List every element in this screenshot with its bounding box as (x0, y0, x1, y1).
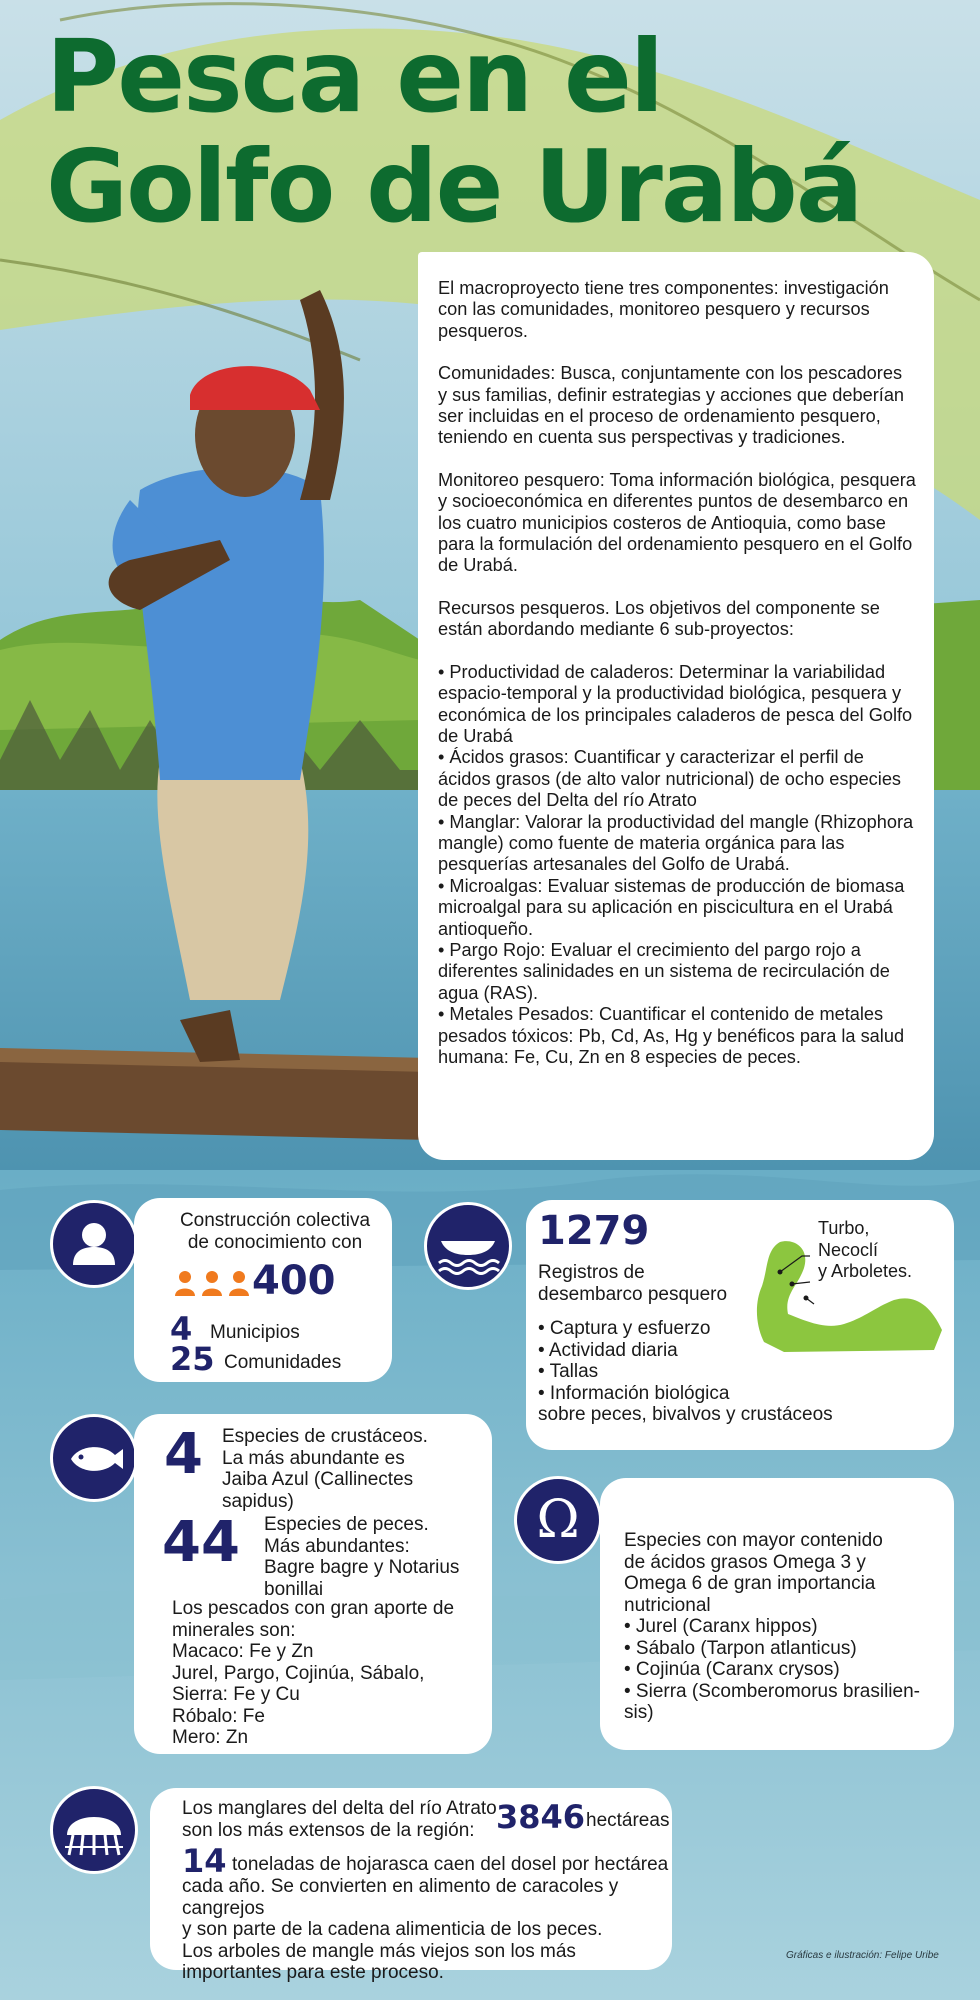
omega-line: sis) (624, 1702, 654, 1723)
omega-line: • Sábalo (Tarpon atlanticus) (624, 1637, 857, 1659)
tons-line-5: importantes para este proceso. (182, 1962, 444, 1983)
municipios-label: Municipios (210, 1322, 300, 1343)
tons-line-3: y son parte de la cadena alimenticia de los peces. (182, 1919, 603, 1940)
landings-item: sobre peces, bivalvos y crustáceos (538, 1404, 833, 1425)
person-figures-icon (174, 1270, 254, 1298)
hectares-count: 3846 (496, 1798, 586, 1836)
landings-item: • Información biológica (538, 1382, 730, 1404)
mangrove-intro-1: Los manglares del delta del río Atrato (182, 1798, 497, 1819)
comunidades-label: Comunidades (224, 1352, 342, 1373)
omega-line: Omega 6 de gran importancia (624, 1573, 876, 1594)
subproject-item: • Productividad de caladeros: Determinar la variabilidad espacio-temporal y la productividad biológica, pesquera y económica de los principales caladeros de pesca del Golfo de Urabá (438, 661, 913, 746)
subproject-item: • Metales Pesados: Cuantificar el contenido de metales pesados tóxicos: Pb, Cd, As, Hg y benéficos para la salud humana: Fe, Cu, Zn en 8 especies de peces. (438, 1004, 905, 1067)
page-title (46, 18, 946, 245)
landings-label-2: desembarco pesquero (538, 1283, 728, 1305)
minerals-line: Mero: Zn (172, 1727, 249, 1748)
species-card (134, 1414, 492, 1754)
title-line-2: Golfo de Urabá (46, 128, 862, 245)
place-necocli: Necoclí (818, 1239, 879, 1260)
crustacean-text: La más abundante es (222, 1447, 405, 1469)
comunidades-count: 25 (170, 1340, 215, 1378)
mangrove-intro-2: son los más extensos de la región: (182, 1819, 475, 1841)
tons-line-4: Los arboles de mangle más viejos son los más (182, 1940, 576, 1962)
fish-text: Más abundantes: (264, 1535, 410, 1557)
crustacean-count: 4 (164, 1422, 203, 1487)
mangrove-icon (50, 1786, 138, 1874)
title-line-1: Pesca en el (46, 18, 663, 135)
municipios-count: 4 (170, 1310, 193, 1348)
omega-icon (514, 1476, 602, 1564)
crustacean-text: Especies de crustáceos. (222, 1426, 428, 1447)
omega-card (600, 1478, 954, 1750)
subproject-item: • Microalgas: Evaluar sistemas de producción de biomasa microalgal para su aplicación en piscicultura en el Urabá antioqueño. (438, 875, 905, 939)
omega-line: • Jurel (Caranx hippos) (624, 1616, 818, 1637)
landings-label-1: Registros de (538, 1262, 645, 1283)
omega-line: nutricional (624, 1594, 711, 1616)
fish-text: bonillai (264, 1578, 324, 1600)
subproject-item: • Pargo Rojo: Evaluar el crecimiento del pargo rojo a diferentes salinidades en un sistema de recirculación de agua (RAS). (438, 939, 890, 1003)
landings-item: • Actividad diaria (538, 1339, 678, 1361)
community-heading-2: de conocimiento con (187, 1231, 363, 1253)
place-arboletes: y Arboletes. (818, 1261, 913, 1281)
crustacean-text: Jaiba Azul (Callinectes (222, 1469, 414, 1490)
illustration-credit: Gráficas e ilustración: Felipe Uribe (786, 1950, 939, 1961)
minerals-line: Macaco: Fe y Zn (172, 1641, 314, 1662)
hectares-label: hectáreas (586, 1810, 670, 1831)
people-icon (50, 1200, 138, 1288)
omega-line: Especies con mayor contenido (624, 1530, 883, 1551)
fish-count: 44 (162, 1510, 240, 1575)
monitoring-paragraph: Monitoreo pesquero: Toma información biológica, pesquera y socioeconómica en diferentes puntos de desembarco en los cuatro municipios costeros de Antioquia, como base para la formulación del ordenamiento pesquero en el Golfo de Urabá. (438, 469, 916, 576)
crustacean-text: sapidus) (222, 1490, 294, 1512)
fish-text: Especies de peces. (264, 1514, 429, 1535)
community-heading-1: Construcción colectiva (179, 1210, 371, 1231)
tons-line-2: cada año. Se convierten en alimento de caracoles y cangrejos (182, 1876, 619, 1919)
minerals-line: Sierra: Fe y Cu (172, 1684, 300, 1705)
resources-paragraph: Recursos pesqueros. Los objetivos del componente se están abordando mediante 6 sub-proyectos: (438, 597, 880, 640)
omega-line: de ácidos grasos Omega 3 y (624, 1551, 866, 1573)
minerals-line: Jurel, Pargo, Cojinúa, Sábalo, (172, 1662, 425, 1684)
intro-paragraph: El macroproyecto tiene tres componentes: investigación con las comunidades, monitoreo pesquero y recursos pesqueros. (438, 278, 889, 341)
fish-icon (50, 1414, 138, 1502)
minerals-line: Los pescados con gran aporte de (172, 1598, 455, 1619)
landings-count: 1279 (538, 1208, 650, 1254)
boat-icon (424, 1202, 512, 1290)
minerals-line: Róbalo: Fe (172, 1705, 265, 1727)
mangrove-card (150, 1788, 672, 1983)
omega-line: • Cojinúa (Caranx crysos) (624, 1659, 840, 1680)
omega-symbol: Ω (536, 1490, 580, 1550)
omega-line: • Sierra (Scomberomorus brasilien- (624, 1680, 920, 1702)
subproject-list (438, 662, 916, 1069)
landings-card (526, 1200, 954, 1450)
participants-count: 400 (252, 1258, 336, 1304)
landings-item: • Tallas (538, 1361, 599, 1382)
place-turbo: Turbo, (818, 1218, 870, 1238)
tons-line-1: toneladas de hojarasca caen del dosel por hectárea (232, 1854, 669, 1875)
tons-count: 14 (182, 1842, 227, 1880)
landings-item: • Captura y esfuerzo (538, 1318, 711, 1339)
subproject-item: • Ácidos grasos: Cuantificar y caracterizar el perfil de ácidos grasos (de alto valor nutricional) de ocho especies de peces del Delta del río Atrato (438, 747, 902, 811)
communities-paragraph: Comunidades: Busca, conjuntamente con los pescadores y sus familias, definir estrategias y acciones que deberían ser incluidas en el proceso de ordenamiento pesquero, teniendo en cuenta sus perspectivas y tradiciones. (438, 363, 905, 448)
minerals-line: minerales son: (172, 1619, 296, 1641)
community-card (134, 1198, 392, 1382)
subproject-item: • Manglar: Valorar la productividad del mangle (Rhizophora mangle) como fuente de materia orgánica para las pesquerías artesanales del Golfo de Urabá. (438, 811, 914, 875)
fish-text: Bagre bagre y Notarius (264, 1557, 460, 1578)
project-description-card (418, 252, 934, 1160)
